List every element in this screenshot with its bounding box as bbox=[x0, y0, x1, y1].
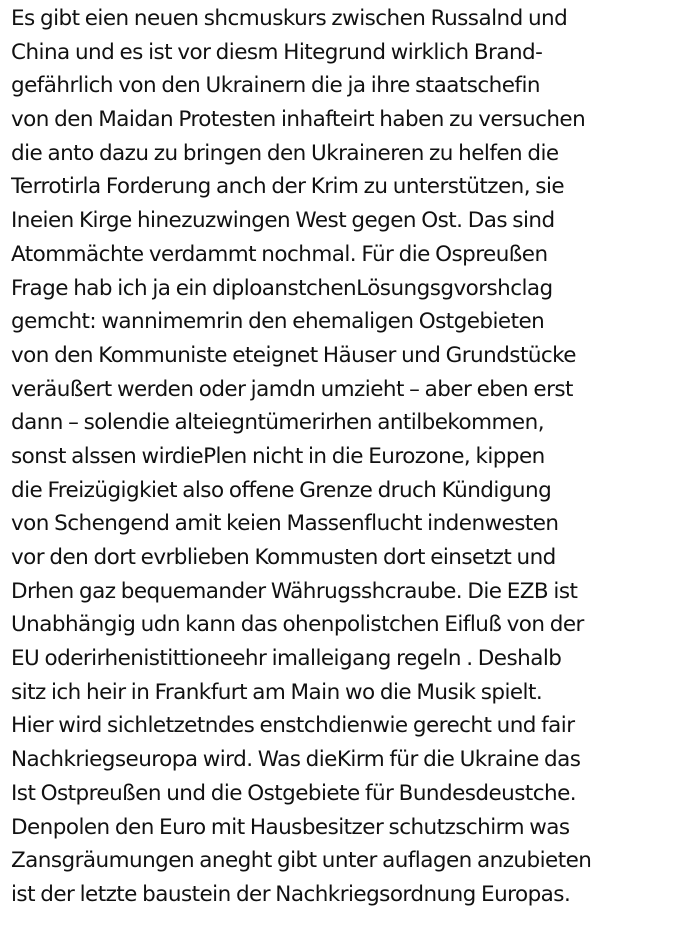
text-line-19: Unabhängig udn kann das ohenpolistchen Eifluß von der bbox=[11, 612, 584, 638]
text-line-24: Ist Ostpreußen und die Ostgebiete für Bundesdeustche. bbox=[11, 780, 577, 806]
text-line-6: Terrotirla Forderung anch der Krim zu unterstützen, sie bbox=[11, 174, 565, 200]
text-line-2: China und es ist vor diesm Hitegrund wirklich Brand- bbox=[11, 39, 543, 65]
text-line-1: Es gibt eien neuen shcmuskurs zwischen Russalnd und bbox=[11, 6, 568, 31]
text-line-14: sonst alssen wirdiePlen nicht in die Eurozone, kippen bbox=[11, 443, 545, 469]
text-line-11: von den Kommuniste eteignet Häuser und Grundstücke bbox=[11, 342, 576, 368]
text-line-17: vor den dort evrblieben Kommusten dort einsetzt und bbox=[11, 545, 556, 570]
text-line-7: Ineien Kirge hinezuzwingen West gegen Ost. Das sind bbox=[11, 208, 555, 234]
text-line-8: Atommächte verdammt nochmal. Für die Ospreußen bbox=[11, 241, 548, 267]
text-line-20: EU oderirhenistittioneehr imalleigang regeln . Deshalb bbox=[11, 646, 562, 672]
text-line-26: Zansgräumungen aneght gibt unter auflagen anzubieten bbox=[11, 848, 592, 874]
text-line-13: dann – solendie alteiegntümerirhen antilbekommen, bbox=[11, 410, 544, 436]
text-line-18: Drhen gaz bequemander Währugsshcraube. Die EZB ist bbox=[11, 578, 578, 604]
text-line-22: Hier wird sichletzetndes enstchdienwie gerecht und fair bbox=[11, 713, 575, 739]
text-line-12: veräußert werden oder jamdn umzieht – aber eben erst bbox=[11, 376, 573, 402]
text-line-16: von Schengend amit keien Massenflucht indenwesten bbox=[11, 511, 559, 537]
text-line-5: die anto dazu zu bringen den Ukraineren zu helfen die bbox=[11, 140, 559, 166]
text-line-3: gefährlich von den Ukrainern die ja ihre staatschefin bbox=[11, 73, 540, 99]
text-line-9: Frage hab ich ja ein diploanstchenLösungsgvorshclag bbox=[11, 275, 553, 301]
text-line-23: Nachkriegseuropa wird. Was dieKirm für die Ukraine das bbox=[11, 747, 581, 773]
text-line-10: gemcht: wannimemrin den ehemaligen Ostgebieten bbox=[11, 309, 545, 335]
text-line-4: von den Maidan Protesten inhafteirt haben zu versuchen bbox=[11, 107, 586, 133]
text-line-15: die Freizügigkiet also offene Grenze druch Kündigung bbox=[11, 477, 552, 503]
body-text bbox=[11, 2, 681, 912]
text-line-21: sitz ich heir in Frankfurt am Main wo die Musik spielt. bbox=[11, 679, 543, 705]
text-line-25: Denpolen den Euro mit Hausbesitzer schutzschirm was bbox=[11, 814, 570, 840]
text-line-27: ist der letzte baustein der Nachkriegsordnung Europas. bbox=[11, 881, 571, 907]
